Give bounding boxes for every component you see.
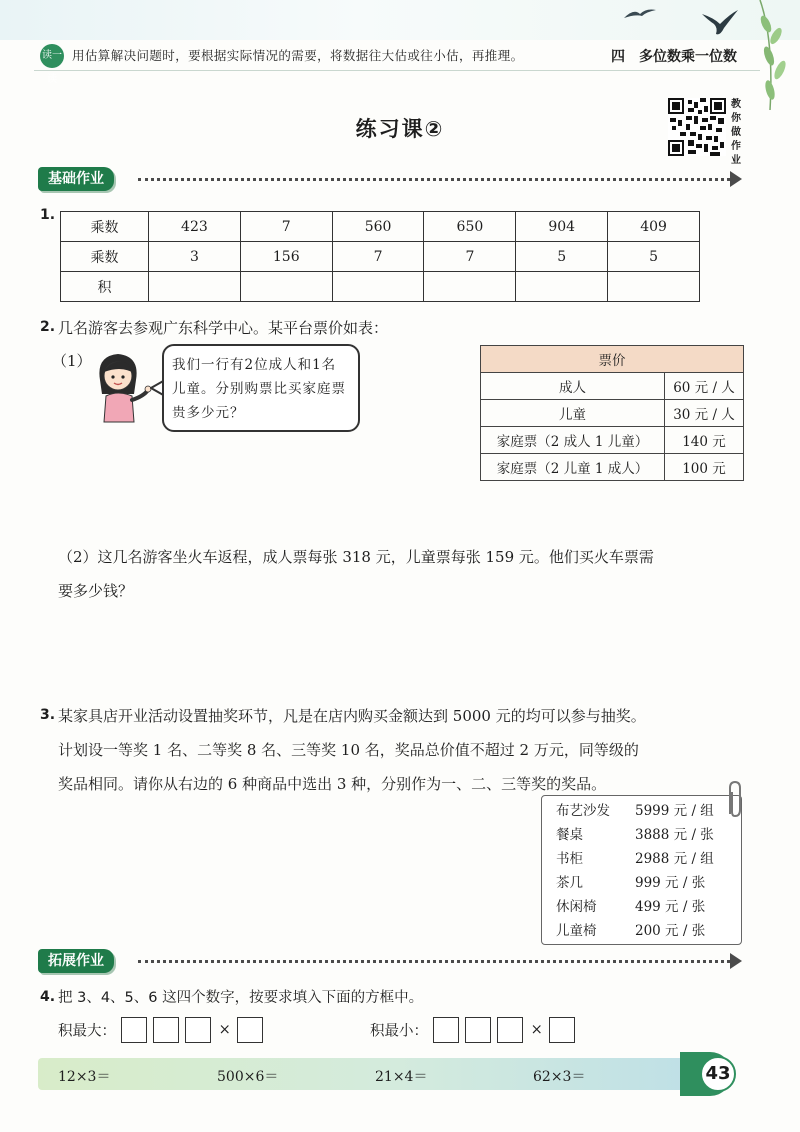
ticket-type: 家庭票（2 儿童 1 成人） <box>481 454 665 481</box>
item-price: 200 元 / 张 <box>635 923 706 939</box>
multiplication-table <box>60 211 700 302</box>
page-number: 43 <box>700 1056 736 1092</box>
max-label: 积最大： <box>58 1023 116 1040</box>
swallow-icon <box>622 6 658 22</box>
table-row <box>481 427 744 454</box>
times-sign: × <box>218 1022 231 1038</box>
ticket-price: 140 元 <box>665 427 744 454</box>
answer-cell[interactable] <box>240 272 332 302</box>
digit-box[interactable] <box>465 1017 491 1043</box>
ticket-price: 100 元 <box>665 454 744 481</box>
table-row <box>61 212 700 242</box>
table-cell: 409 <box>608 212 700 242</box>
page-title: 练习课② <box>355 117 445 141</box>
item-name: 餐桌 <box>556 827 583 843</box>
digit-box[interactable] <box>185 1017 211 1043</box>
table-cell: 3 <box>149 242 241 272</box>
section-banner-extended <box>38 949 744 973</box>
answer-cell[interactable] <box>424 272 516 302</box>
digit-box[interactable] <box>433 1017 459 1043</box>
answer-cell[interactable] <box>332 272 424 302</box>
item-price: 499 元 / 张 <box>635 899 706 915</box>
banner-label: 拓展作业 <box>38 949 114 973</box>
willow-branch-icon <box>740 0 800 120</box>
question-number: 4. <box>40 989 56 1005</box>
banner-label: 基础作业 <box>38 167 114 191</box>
oral-calc-item: 21×4＝ <box>375 1069 428 1085</box>
times-sign: × <box>530 1022 543 1038</box>
ticket-price: 60 元 / 人 <box>665 373 744 400</box>
furniture-price-list <box>541 795 742 945</box>
table-row <box>481 400 744 427</box>
digit-box[interactable] <box>497 1017 523 1043</box>
swallow-icon <box>700 8 740 38</box>
oral-calc-item: 12×3＝ <box>58 1069 111 1085</box>
digit-box[interactable] <box>549 1017 575 1043</box>
item-price: 2988 元 / 组 <box>635 851 714 867</box>
header-background <box>0 0 800 40</box>
oral-calc-band <box>38 1058 690 1090</box>
item-name: 茶几 <box>556 875 583 891</box>
list-item <box>556 823 741 847</box>
header-tip: 用估算解决问题时，要根据实际情况的需要，将数据往大估或往小估，再推理。 <box>72 48 524 63</box>
table-row <box>61 272 700 302</box>
table-cell: 7 <box>424 242 516 272</box>
read-badge: 读一读 <box>40 44 64 68</box>
list-item <box>556 799 741 823</box>
unit-number: 四 <box>611 49 625 65</box>
paperclip-icon <box>724 780 744 820</box>
table-cell: 650 <box>424 212 516 242</box>
qr-label: 教你做作业 <box>731 99 741 166</box>
banner-dotted-line <box>138 960 730 963</box>
digit-box[interactable] <box>121 1017 147 1043</box>
question-text: 奖品相同。请你从右边的 6 种商品中选出 3 种，分别作为一、二、三等奖的奖品。 <box>58 775 607 793</box>
table-cell: 7 <box>240 212 332 242</box>
header-divider <box>34 70 760 71</box>
unit-title <box>611 46 737 66</box>
list-item <box>556 919 741 943</box>
question-text: （2）这几名游客坐火车返程，成人票每张 318 元，儿童票每张 159 元。他们买火车票需 <box>58 548 654 566</box>
table-row <box>481 454 744 481</box>
ticket-type: 家庭票（2 成人 1 儿童） <box>481 427 665 454</box>
oral-calc-item: 62×3＝ <box>533 1069 586 1085</box>
ticket-type: 成人 <box>481 373 665 400</box>
list-item <box>556 871 741 895</box>
question-text: 计划设一等奖 1 名、二等奖 8 名、三等奖 10 名，奖品总价值不超过 2 万元，同等级的 <box>58 741 639 759</box>
digit-box[interactable] <box>153 1017 179 1043</box>
arrow-right-icon <box>730 171 742 187</box>
table-cell: 904 <box>516 212 608 242</box>
question-number: 2. <box>40 319 56 335</box>
question-text: 某家具店开业活动设置抽奖环节，凡是在店内购买金额达到 5000 元的均可以参与抽奖。 <box>58 707 646 725</box>
speech-bubble: 我们一行有2位成人和1名儿童。分别购票比买家庭票贵多少元？ <box>162 344 360 432</box>
question-number: 3. <box>40 707 56 723</box>
unit-name: 多位数乘一位数 <box>639 49 737 65</box>
table-row <box>481 346 744 373</box>
list-item <box>556 895 741 919</box>
item-name: 书柜 <box>556 851 583 867</box>
question-text: 要多少钱？ <box>58 582 134 600</box>
max-product-row <box>58 1017 269 1043</box>
table-cell: 156 <box>240 242 332 272</box>
table-header: 票价 <box>481 346 744 373</box>
table-cell: 423 <box>149 212 241 242</box>
arrow-right-icon <box>730 953 742 969</box>
item-name: 布艺沙发 <box>556 803 610 819</box>
question-text: 把 3、4、5、6 这四个数字，按要求填入下面的方框中。 <box>58 990 424 1006</box>
table-row <box>481 373 744 400</box>
table-row <box>61 242 700 272</box>
answer-cell[interactable] <box>149 272 241 302</box>
table-cell: 5 <box>516 242 608 272</box>
qr-code-icon[interactable] <box>668 98 726 156</box>
girl-illustration-icon <box>90 350 152 424</box>
item-price: 999 元 / 张 <box>635 875 706 891</box>
question-text: 几名游客去参观广东科学中心。某平台票价如表： <box>58 319 389 337</box>
table-cell: 7 <box>332 242 424 272</box>
item-price: 5999 元 / 组 <box>635 803 714 819</box>
oral-calc-item: 500×6＝ <box>217 1069 279 1085</box>
min-label: 积最小： <box>370 1023 428 1040</box>
ticket-price-table <box>480 345 744 481</box>
ticket-price: 30 元 / 人 <box>665 400 744 427</box>
item-name: 休闲椅 <box>556 899 597 915</box>
row-label: 乘数 <box>61 212 149 242</box>
item-price: 3888 元 / 张 <box>635 827 714 843</box>
question-number: 1. <box>40 207 56 223</box>
section-banner-basic <box>38 167 744 191</box>
item-name: 儿童椅 <box>556 923 597 939</box>
table-cell: 5 <box>608 242 700 272</box>
part-label: （1） <box>52 352 92 370</box>
list-item <box>556 847 741 871</box>
row-label: 积 <box>61 272 149 302</box>
ticket-type: 儿童 <box>481 400 665 427</box>
digit-box[interactable] <box>237 1017 263 1043</box>
min-product-row <box>370 1017 581 1043</box>
answer-cell[interactable] <box>516 272 608 302</box>
row-label: 乘数 <box>61 242 149 272</box>
table-cell: 560 <box>332 212 424 242</box>
answer-cell[interactable] <box>608 272 700 302</box>
banner-dotted-line <box>138 178 730 181</box>
